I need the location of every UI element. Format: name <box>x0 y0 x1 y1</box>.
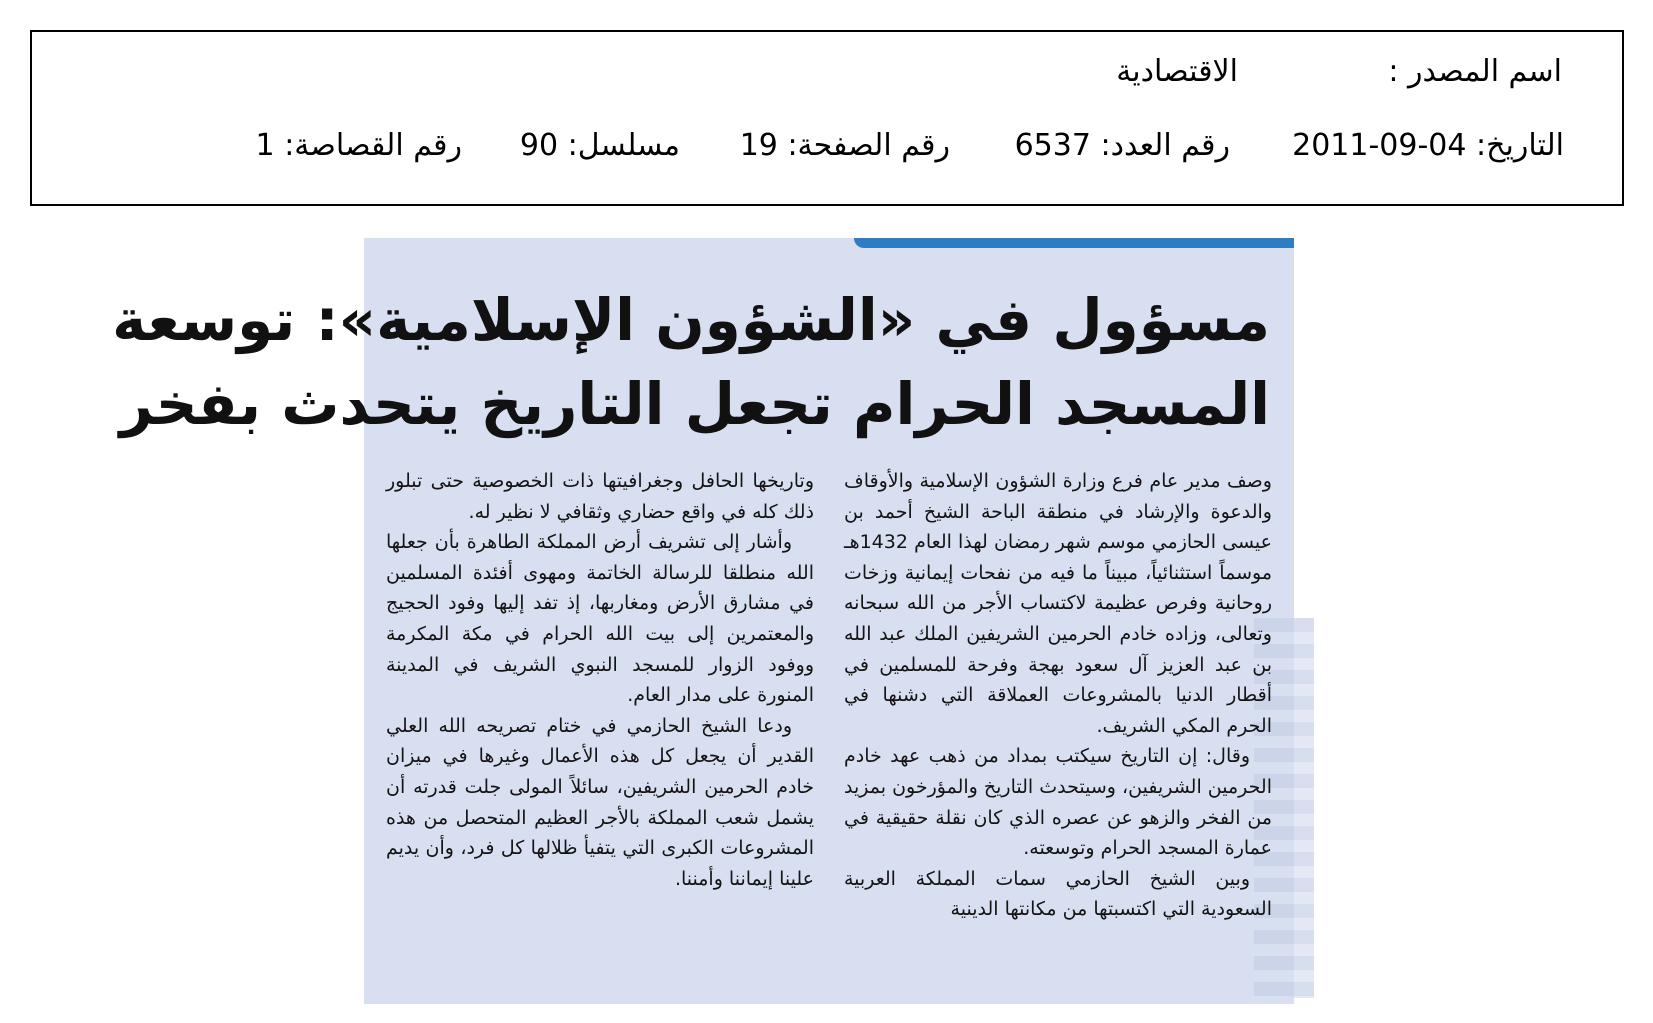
serial-field <box>520 126 680 166</box>
clipping-metadata-box <box>30 30 1624 206</box>
clip-number-value: 1 <box>255 128 275 163</box>
page-value: 19 <box>739 128 778 163</box>
article-paragraph: ودعا الشيخ الحازمي في ختام تصريحه الله العلي القدير أن يجعل كل هذه الأعمال وغيرها في ميزان خادم الحرمين الشريفين، سائلاً المولى جلت قدرته أن يشمل شعب المملكة بالأجر العظيم المتحصل من هذه المشروعات الكبرى التي يتفيأ ظلالها كل فرد، وأن يديم علينا إيماننا وأمننا. <box>386 714 814 890</box>
article-paragraph: وتاريخها الحافل وجغرافيتها ذات الخصوصية حتى تبلور ذلك كله في واقع حضاري وثقافي لا نظير له. <box>386 470 814 523</box>
headline-line-1: مسؤول في «الشؤون الإسلامية»: توسعة <box>112 286 1270 354</box>
page-label: رقم الصفحة: <box>787 128 950 163</box>
article-headline <box>112 278 1270 446</box>
issue-field <box>1015 126 1230 166</box>
issue-label: رقم العدد: <box>1100 128 1230 163</box>
article-column-right <box>844 466 1272 925</box>
article-column-left <box>386 466 814 894</box>
serial-label: مسلسل: <box>567 128 680 163</box>
newspaper-clipping <box>112 238 1294 1004</box>
issue-value: 6537 <box>1014 128 1091 163</box>
source-label: اسم المصدر : <box>1388 54 1562 89</box>
date-value: 2011-09-04 <box>1292 128 1467 163</box>
article-body <box>386 466 1272 994</box>
page-field <box>740 126 950 166</box>
article-paragraph: وصف مدير عام فرع وزارة الشؤون الإسلامية والأوقاف والدعوة والإرشاد في منطقة الباحة الشيخ أحمد بن عيسى الحازمي موسم شهر رمضان لهذا العام 1432هـ موسماً استثنائياً، مبيناً ما فيه من نفحات إيمانية وزخات روحانية وفرص عظيمة لاكتساب الأجر من الله سبحانه وتعالى، وزاده خادم الحرمين الشريفين الملك عبد الله بن عبد العزيز آل سعود بهجة وفرحة للمسلمين في أقطار الدنيا بالمشروعات العملاقة التي دشنها في الحرم المكي الشريف. <box>844 470 1272 737</box>
clip-number-field <box>256 126 462 166</box>
details-row <box>32 126 1622 166</box>
clipping-top-accent-bar <box>854 238 1294 248</box>
headline-line-2: المسجد الحرام تجعل التاريخ يتحدث بفخر <box>119 370 1270 438</box>
clip-number-label: رقم القصاصة: <box>284 128 462 163</box>
source-row <box>32 52 1622 92</box>
serial-value: 90 <box>519 128 559 163</box>
date-field <box>1292 126 1564 166</box>
article-paragraph: وبين الشيخ الحازمي سمات المملكة العربية السعودية التي اكتسبتها من مكانتها الدينية <box>844 867 1272 921</box>
article-paragraph: وقال: إن التاريخ سيكتب بمداد من ذهب عهد خادم الحرمين الشريفين، وسيتحدث التاريخ والمؤرخون بمزيد من الفخر والزهو عن عصره الذي كان نقلة حقيقية في عمارة المسجد الحرام وتوسعته. <box>844 745 1272 860</box>
date-label: التاريخ: <box>1476 128 1564 163</box>
source-value: الاقتصادية <box>1116 54 1238 89</box>
article-paragraph: وأشار إلى تشريف أرض المملكة الطاهرة بأن جعلها الله منطلقا للرسالة الخاتمة ومهوى أفئدة المسلمين في مشارق الأرض ومغاربها، إذ تفد إليها وفود الحجيج والمعتمرين إلى بيت الله الحرام في مكة المكرمة ووفود الزوار للمسجد النبوي الشريف في المدينة المنورة على مدار العام. <box>386 531 814 707</box>
